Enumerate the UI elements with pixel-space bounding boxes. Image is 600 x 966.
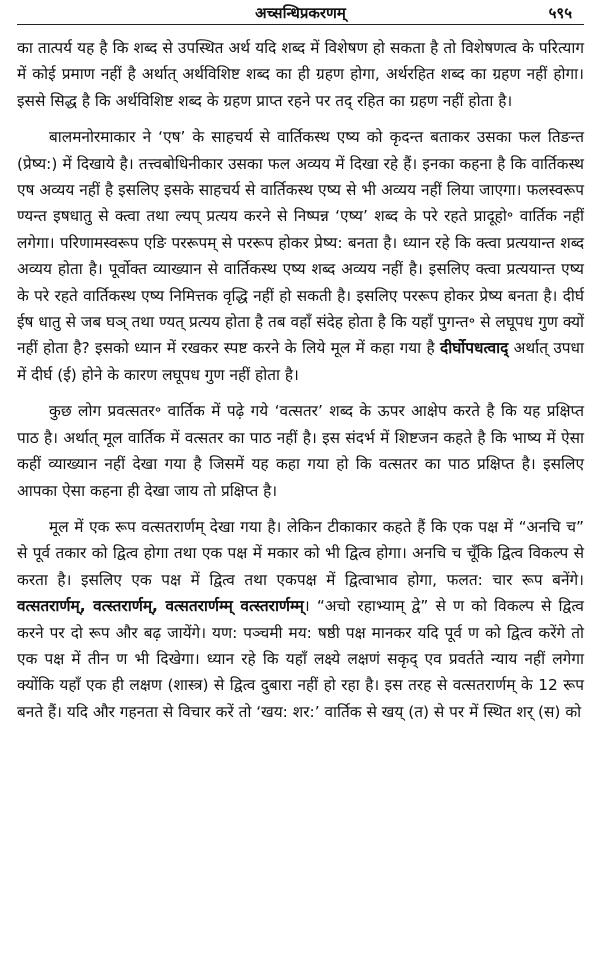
paragraph-text: का तात्पर्य यह है कि शब्द से उपस्थित अर्थ यदि शब्द में विशेषण हो सकता है तो विशेषणत्व के परित्याग में कोई प्रमाण नहीं है अर्थात् अर्थविशिष्ट शब्द का ही ग्रहण होगा, अर्थरहित शब्द का ग्रहण नहीं होगा। इससे सिद्ध है कि अर्थविशिष्ट शब्द के ग्रहण प्राप्त रहने पर तद् रहित का ग्रहण नहीं होता है। [17, 39, 584, 110]
paragraph-2 [17, 124, 584, 388]
paragraph-text: कुछ लोग प्रवत्सतर॰ वार्तिक में पढ़े गये ‘वत्सतर’ शब्द के ऊपर आक्षेप करते है कि यह प्रक्षिप्त पाठ है। अर्थात् मूल वार्तिक में वत्सतर का पाठ नहीं है। इस संदर्भ में शिष्टजन कहते है कि भाष्य में ऐसा कहीं व्याख्यान नहीं देखा गया है जिसमें यह कहा गया हो कि वत्सतर का पाठ प्रक्षिप्त है। इसलिए आपका ऐसा कहना ही देखा जाय तो प्रक्षिप्त है। [17, 402, 584, 500]
paragraph-text: मूल में एक रूप वत्सतरार्णम् देखा गया है। लेकिन टीकाकार कहते हैं कि एक पक्ष में “अनचि च” से पूर्व तकार को द्वित्व होगा तथा एक पक्ष में मकार को भी द्वित्व होगा। अनचि च चूँकि द्वित्व विकल्प से करता है। इसलिए एक पक्ष में द्वित्व तथा एकपक्ष में द्वित्वाभाव होगा, फलत: चार रूप बनेंगे। [17, 517, 584, 589]
paragraph-text: बालमनोरमाकार ने ‘एष’ के साहचर्य से वार्तिकस्थ एष्य को कृदन्त बताकर उसका फल तिङन्त (प्रेष्य:) में दिखाये है। तत्त्वबोधिनीकार उसका फल अव्यय में दिखा रहे हैं। इनका कहना है कि वार्तिकस्थ एष अव्यय नहीं है इसलिए इसके साहचर्य से वार्तिकस्थ एष्य से भी अव्यय नहीं लिया जाएगा। फलस्वरूप ण्यन्त इषधातु से क्त्वा तथा ल्यप् प्रत्यय करने से निष्पन्न ‘एष्य’ शब्द के परे रहते प्रादूहो॰ वार्तिक नहीं लगेगा। परिणामस्वरूप एङि पररूपम् से पररूप होकर प्रेष्य: बनता है। ध्यान रहे कि क्त्वा प्रत्ययान्त शब्द अव्यय होता है। पूर्वोक्त व्याख्यान से वार्तिकस्थ एष्य शब्द अव्यय नहीं है। इसलिए क्त्वा प्रत्ययान्त एष्य के परे रहते वार्तिकस्थ एष्य निमित्तक वृद्धि नहीं हो सकती है। इसलिए पररूप होकर प्रेष्य बनता है। दीर्घ ईष धातु से जब घञ् तथा ण्यत् प्रत्यय होता है तब वहाँ संदेह होता है कि यहाँ पुगन्त॰ से लघूपध गुण क्यों नहीं होता है? इसको ध्यान में रखकर स्पष्ट करने के लिये मूल में कहा गया है [17, 128, 584, 358]
paragraph-text: । “अचो रहाभ्याम् द्वे” से ण को विकल्प से द्वित्व करने पर दो रूप और बढ़ जायेंगे। यण: पञ्चमी मय: षष्ठी पक्ष मानकर यदि पूर्व ण को द्वित्व करेंगे तो एक पक्ष में तीन ण भी दिखेगा। ध्यान रहे कि यहाँ लक्ष्ये लक्षणं सकृद् एव प्रवर्तते न्याय नहीं लगेगा क्योंकि यहाँ एक ही लक्षण (शास्त्र) से द्वित्व दुबारा नहीं हो रहा है। इस तरह से वत्सतरार्णम् के 12 रूप बनते हैं। यदि और गहनता से विचार करें तो ‘खय: शर:’ वार्तिक से खय् (त) से पर में स्थित शर् (स) को [17, 597, 584, 721]
chapter-title: अच्सन्धिप्रकरणम् [255, 4, 346, 22]
paragraph-1 [17, 35, 584, 114]
paragraph-3 [17, 398, 584, 504]
bold-forms: वत्सतरार्णम्, वत्स्तरार्णम्, वत्सतरार्णम्म् वत्स्तरार्णम्म् [17, 597, 304, 616]
running-header [17, 0, 584, 25]
paragraph-text: अर्थात् उपधा में दीर्घ (ई) होने के कारण लघूपध गुण नहीं होता है। [17, 339, 584, 384]
bold-term: दीर्घोपधत्वाद् [440, 339, 509, 358]
paragraph-4 [17, 514, 584, 725]
page-number: ५९५ [548, 4, 572, 22]
